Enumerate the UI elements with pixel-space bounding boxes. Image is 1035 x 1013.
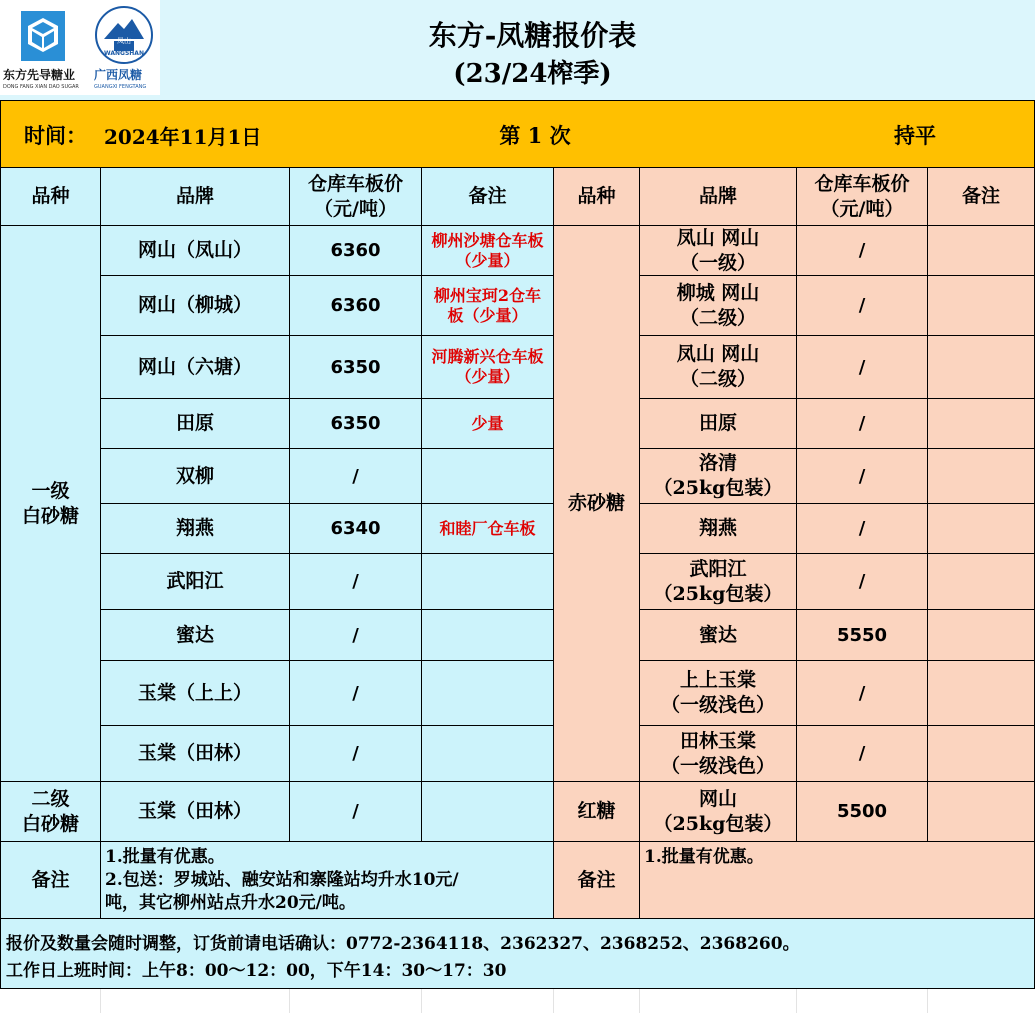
table-cell-remark xyxy=(421,781,554,842)
table-cell-price: 6340 xyxy=(289,503,422,554)
table-cell-brand xyxy=(639,225,797,276)
table-cell-brand xyxy=(639,725,797,782)
table-cell-remark xyxy=(927,448,1035,504)
footer xyxy=(0,918,1035,989)
table-cell-price: / xyxy=(796,275,928,336)
table-cell-remark xyxy=(927,781,1035,842)
variety-grade1-white-sugar xyxy=(0,225,101,782)
grid-line xyxy=(553,989,554,1013)
table-cell-remark xyxy=(927,725,1035,782)
table-cell-brand xyxy=(639,503,797,554)
table-cell-remark xyxy=(927,398,1035,449)
table-cell-remark xyxy=(421,609,554,661)
grid-line xyxy=(100,989,101,1013)
table-cell-price: / xyxy=(796,553,928,610)
table-cell-brand: 网山（六塘） xyxy=(100,335,290,399)
variety-grade2-line1: 二级 xyxy=(31,787,70,810)
col-header-variety-right: 品种 xyxy=(553,167,640,226)
grid-line xyxy=(796,989,797,1013)
col-header-price-left xyxy=(289,167,422,226)
col-header-variety-left: 品种 xyxy=(0,167,101,226)
table-cell-brand: 田原 xyxy=(100,398,290,449)
page-title: 东方-凤糖报价表 xyxy=(428,19,637,52)
brand-line1: 上上玉棠 xyxy=(679,669,756,691)
table-cell-remark: 柳州宝珂2仓车板（少量） xyxy=(421,275,554,336)
price-header-line1: 仓库车板价 xyxy=(814,173,910,195)
logo1-pinyin: DONG FANG XIAN DAO SUGAR xyxy=(3,84,79,90)
notes-left-line3: 吨，其它柳州站点升水20元/吨。 xyxy=(105,893,356,913)
brand-line2: （二级） xyxy=(679,368,756,390)
table-cell-remark xyxy=(927,275,1035,336)
brand-line1: 翔燕 xyxy=(698,517,737,539)
table-cell-price: / xyxy=(796,225,928,276)
table-cell-brand xyxy=(639,781,797,842)
table-cell-remark: 柳州沙塘仓车板（少量） xyxy=(421,225,554,276)
brand-line1: 田原 xyxy=(698,412,737,434)
table-cell-brand xyxy=(639,660,797,726)
col-header-remark-left: 备注 xyxy=(421,167,554,226)
notes-label-right: 备注 xyxy=(553,841,640,919)
logo2-pinyin: GUANGXI FENGTANG xyxy=(94,84,147,90)
brand-line2: （25kg包装） xyxy=(653,477,783,499)
brand-line2: （一级） xyxy=(679,251,756,274)
table-cell-brand xyxy=(639,553,797,610)
table-cell-remark xyxy=(421,725,554,782)
table-cell-price: / xyxy=(289,660,422,726)
brand-line1: 洛清 xyxy=(698,452,737,474)
table-cell-price: 6350 xyxy=(289,398,422,449)
table-cell-remark: 和睦厂仓车板 xyxy=(421,503,554,554)
table-cell-brand: 双柳 xyxy=(100,448,290,504)
table-cell-brand xyxy=(639,609,797,661)
table-cell-remark xyxy=(927,609,1035,661)
table-cell-brand xyxy=(639,448,797,504)
brand-line2: （一级浅色） xyxy=(660,694,775,716)
logo2-name: 广西凤糖 xyxy=(94,68,143,82)
date-label: 时间： xyxy=(24,122,87,148)
table-cell-price: / xyxy=(289,553,422,610)
table-cell-price: 5500 xyxy=(796,781,928,842)
notes-label-left: 备注 xyxy=(0,841,101,919)
table-cell-price: / xyxy=(796,725,928,782)
brand-line2: （25kg包装） xyxy=(653,812,783,835)
table-cell-price: / xyxy=(289,781,422,842)
brand-line1: 武阳江 xyxy=(689,557,747,580)
brand-line1: 凤山 网山 xyxy=(676,226,760,249)
table-cell-remark xyxy=(421,448,554,504)
logo2-seal: 凤山 xyxy=(117,37,131,45)
grid-line xyxy=(639,989,640,1013)
brand-line1: 凤山 网山 xyxy=(676,343,760,365)
brand-line1: 蜜达 xyxy=(698,623,737,646)
variety-grade1-line1: 一级 xyxy=(31,479,70,502)
brand-line1: 田林玉棠 xyxy=(679,729,756,752)
notes-left-line2: 2.包送：罗城站、融安站和寨隆站均升水10元/ xyxy=(105,870,459,890)
variety-grade2-line2: 白砂糖 xyxy=(21,812,79,835)
col-header-brand-left: 品牌 xyxy=(100,167,290,226)
table-cell-remark xyxy=(927,503,1035,554)
table-cell-price: 6360 xyxy=(289,225,422,276)
round-number: 第 1 次 xyxy=(499,122,571,148)
variety-brown-sugar: 红糖 xyxy=(553,781,640,842)
dongfang-logo-icon xyxy=(20,10,66,62)
table-cell-price: / xyxy=(796,448,928,504)
table-cell-brand: 玉棠（田林） xyxy=(100,725,290,782)
table-cell-remark xyxy=(421,553,554,610)
table-cell-price: 6350 xyxy=(289,335,422,399)
table-cell-price: / xyxy=(289,725,422,782)
grid-line xyxy=(289,989,290,1013)
table-cell-brand: 翔燕 xyxy=(100,503,290,554)
footer-contact-line: 报价及数量会随时调整，订货前请电话确认：0772-2364118、2362327、2368252、2368260。 xyxy=(6,934,800,954)
table-cell-brand: 玉棠（上上） xyxy=(100,660,290,726)
price-trend: 持平 xyxy=(894,122,936,148)
table-cell-price: 5550 xyxy=(796,609,928,661)
table-cell-brand: 玉棠（田林） xyxy=(100,781,290,842)
col-header-price-right xyxy=(796,167,928,226)
price-header-line2: （元/吨） xyxy=(820,198,904,220)
table-cell-price: 6360 xyxy=(289,275,422,336)
table-cell-brand: 网山（柳城） xyxy=(100,275,290,336)
date-value: 2024年11月1日 xyxy=(104,124,262,149)
table-cell-remark xyxy=(421,660,554,726)
price-header-line2: （元/吨） xyxy=(314,198,397,220)
variety-grade2-white-sugar xyxy=(0,781,101,842)
brand-line2: （一级浅色） xyxy=(660,754,775,777)
col-header-remark-right: 备注 xyxy=(927,167,1035,226)
table-cell-brand xyxy=(639,398,797,449)
brand-line2: （二级） xyxy=(679,306,756,329)
table-cell-remark: 少量 xyxy=(421,398,554,449)
table-cell-brand: 蜜达 xyxy=(100,609,290,661)
table-cell-price: / xyxy=(796,398,928,449)
footer-hours-line: 工作日上班时间：上午8：00～12：00，下午14：30～17：30 xyxy=(6,961,507,981)
table-cell-brand xyxy=(639,335,797,399)
brand-line2: （25kg包装） xyxy=(653,582,783,605)
table-cell-remark xyxy=(927,335,1035,399)
variety-grade1-line2: 白砂糖 xyxy=(21,504,79,527)
variety-raw-sugar: 赤砂糖 xyxy=(553,225,640,782)
table-cell-brand xyxy=(639,275,797,336)
notes-left xyxy=(100,841,554,919)
table-cell-price: / xyxy=(289,448,422,504)
grid-line xyxy=(927,989,928,1013)
page-subtitle: (23/24榨季) xyxy=(453,58,612,89)
notes-right xyxy=(639,841,1035,919)
logo2-seal-pinyin: WANGSHAN xyxy=(104,49,144,57)
table-cell-remark xyxy=(927,660,1035,726)
table-cell-price: / xyxy=(289,609,422,661)
table-cell-price: / xyxy=(796,660,928,726)
brand-line1: 网山 xyxy=(698,787,737,810)
table-cell-brand: 武阳江 xyxy=(100,553,290,610)
table-cell-price: / xyxy=(796,335,928,399)
col-header-brand-right: 品牌 xyxy=(639,167,797,226)
price-header-line1: 仓库车板价 xyxy=(307,173,403,195)
logo1-name: 东方先导糖业 xyxy=(3,68,76,82)
table-cell-brand: 网山（凤山） xyxy=(100,225,290,276)
table-cell-remark: 河腾新兴仓车板（少量） xyxy=(421,335,554,399)
notes-left-line1: 1.批量有优惠。 xyxy=(105,847,225,867)
table-cell-remark xyxy=(927,553,1035,610)
brand-line1: 柳城 网山 xyxy=(676,281,760,304)
grid-line xyxy=(421,989,422,1013)
table-cell-remark xyxy=(927,225,1035,276)
notes-right-line1: 1.批量有优惠。 xyxy=(644,847,764,867)
table-cell-price: / xyxy=(796,503,928,554)
